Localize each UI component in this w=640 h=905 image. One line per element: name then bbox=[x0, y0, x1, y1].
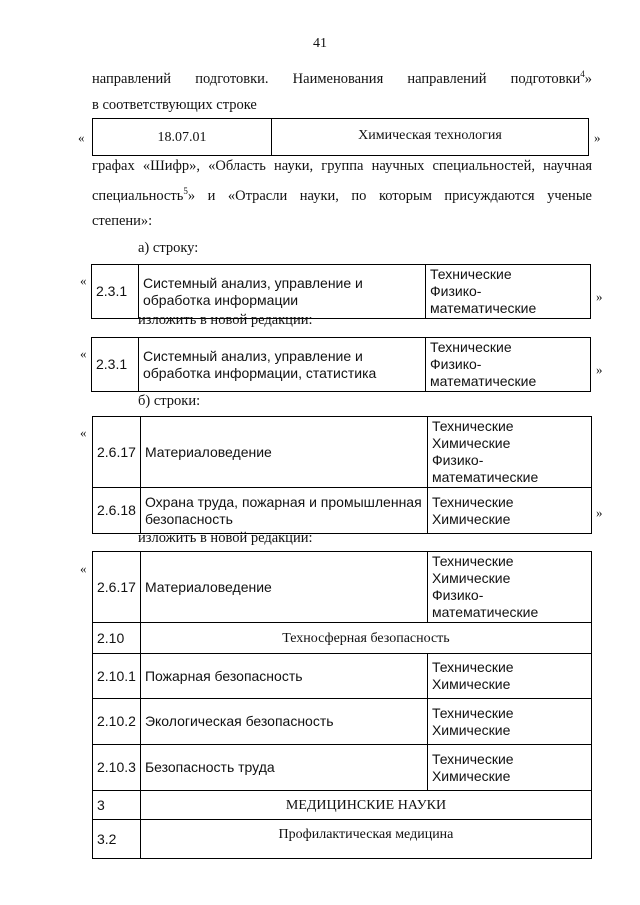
label-b: б) строки: bbox=[138, 393, 201, 409]
group-cell: Профилактическая медицина bbox=[140, 820, 591, 859]
code-cell: 2.6.18 bbox=[93, 488, 141, 534]
fields-cell bbox=[427, 699, 591, 745]
old-row-table bbox=[91, 264, 591, 319]
fields-cell bbox=[426, 265, 591, 319]
field: Физико-математические bbox=[431, 452, 539, 485]
word: подготовки bbox=[510, 70, 581, 87]
open-quote: « bbox=[78, 130, 85, 145]
table-row bbox=[93, 623, 592, 654]
field: Технические bbox=[431, 493, 514, 510]
field: Химические bbox=[431, 510, 511, 527]
paragraph-line: степени»: bbox=[92, 213, 153, 229]
old-rows-table bbox=[92, 416, 592, 534]
name-cell: Системный анализ, управление и обработка информации bbox=[139, 265, 426, 319]
field: Химические bbox=[431, 570, 511, 586]
table-row bbox=[93, 745, 592, 791]
field: Технические bbox=[431, 704, 514, 721]
field: Технические bbox=[431, 418, 514, 434]
open-quote: « bbox=[80, 346, 87, 361]
fields-cell bbox=[427, 488, 591, 534]
table-row bbox=[93, 791, 592, 820]
field: Химические bbox=[431, 721, 511, 738]
name-cell: Химическая технология bbox=[272, 119, 589, 156]
table-row bbox=[93, 488, 592, 534]
code-cell: 18.07.01 bbox=[93, 119, 272, 156]
group-cell: Техносферная безопасность bbox=[140, 623, 591, 654]
new-rows-table bbox=[92, 551, 592, 859]
name-cell: Пожарная безопасность bbox=[140, 654, 427, 699]
field: Технические bbox=[431, 750, 514, 767]
name-cell: Материаловедение bbox=[140, 552, 427, 623]
code-cell: 3 bbox=[93, 791, 141, 820]
paragraph-line: в соответствующих строке bbox=[92, 97, 257, 113]
field: Технические bbox=[431, 659, 514, 675]
paragraph-line: графах «Шифр», «Область науки, группа научных специальностей, научная bbox=[92, 158, 592, 174]
new-row-table bbox=[91, 337, 591, 392]
fields-cell bbox=[427, 552, 591, 623]
close-quote: » bbox=[596, 362, 603, 377]
name-cell: Системный анализ, управление и обработка информации, статистика bbox=[139, 338, 426, 392]
close-quote: » bbox=[596, 289, 603, 304]
field: Химические bbox=[431, 767, 511, 784]
label-new: изложить в новой редакции: bbox=[138, 312, 313, 328]
quote-close: » bbox=[584, 70, 593, 87]
open-quote: « bbox=[80, 425, 87, 440]
name-cell: Экологическая безопасность bbox=[140, 699, 427, 745]
footnote-mark: 5 bbox=[183, 186, 188, 196]
field: Физико-математические bbox=[430, 283, 537, 316]
name-cell: Материаловедение bbox=[140, 417, 427, 488]
table-row bbox=[93, 417, 592, 488]
group-cell: МЕДИЦИНСКИЕ НАУКИ bbox=[140, 791, 591, 820]
word-with-footnote bbox=[511, 71, 592, 87]
code-cell: 2.6.17 bbox=[93, 417, 141, 488]
close-quote: » bbox=[594, 130, 601, 145]
name-cell: Безопасность труда bbox=[140, 745, 427, 791]
field: Химические bbox=[431, 435, 511, 451]
open-quote: « bbox=[80, 561, 87, 576]
table-row bbox=[93, 654, 592, 699]
paragraph-line bbox=[92, 186, 592, 205]
fields-cell bbox=[426, 338, 591, 392]
word: направлений bbox=[407, 70, 487, 87]
close-quote: » bbox=[596, 505, 603, 520]
label-a: а) строку: bbox=[138, 240, 199, 256]
field: Физико-математические bbox=[431, 587, 539, 620]
code-cell: 2.10.1 bbox=[93, 654, 141, 699]
open-quote: « bbox=[80, 273, 87, 288]
word: подготовки. bbox=[195, 70, 269, 87]
code-cell: 2.3.1 bbox=[92, 265, 139, 319]
replacement-table bbox=[92, 118, 589, 156]
table-row bbox=[93, 820, 592, 859]
field: Технические bbox=[431, 553, 514, 569]
table-row bbox=[93, 699, 592, 745]
field: Химические bbox=[431, 676, 511, 692]
code-cell: 2.6.17 bbox=[93, 552, 141, 623]
code-cell: 2.10.3 bbox=[93, 745, 141, 791]
field: Физико-математические bbox=[430, 356, 537, 389]
fields-cell bbox=[427, 417, 591, 488]
word: Наименования bbox=[292, 70, 384, 87]
field: Технические bbox=[430, 339, 512, 355]
page-number: 41 bbox=[313, 36, 327, 51]
name-cell: Охрана труда, пожарная и промышленная безопасность bbox=[140, 488, 427, 534]
footnote-mark: 4 bbox=[580, 69, 585, 79]
table-row bbox=[93, 552, 592, 623]
code-cell: 2.3.1 bbox=[92, 338, 139, 392]
code-cell: 2.10 bbox=[93, 623, 141, 654]
code-cell: 3.2 bbox=[93, 820, 141, 859]
fields-cell bbox=[427, 654, 591, 699]
text: специальность bbox=[92, 187, 184, 204]
paragraph-line bbox=[92, 69, 592, 88]
fields-cell bbox=[427, 745, 591, 791]
field: Технические bbox=[430, 266, 512, 282]
code-cell: 2.10.2 bbox=[93, 699, 141, 745]
text: » и «Отрасли науки, по которым присуждаются ученые bbox=[187, 187, 592, 204]
word: направлений bbox=[92, 70, 172, 87]
label-new: изложить в новой редакции: bbox=[138, 530, 313, 546]
